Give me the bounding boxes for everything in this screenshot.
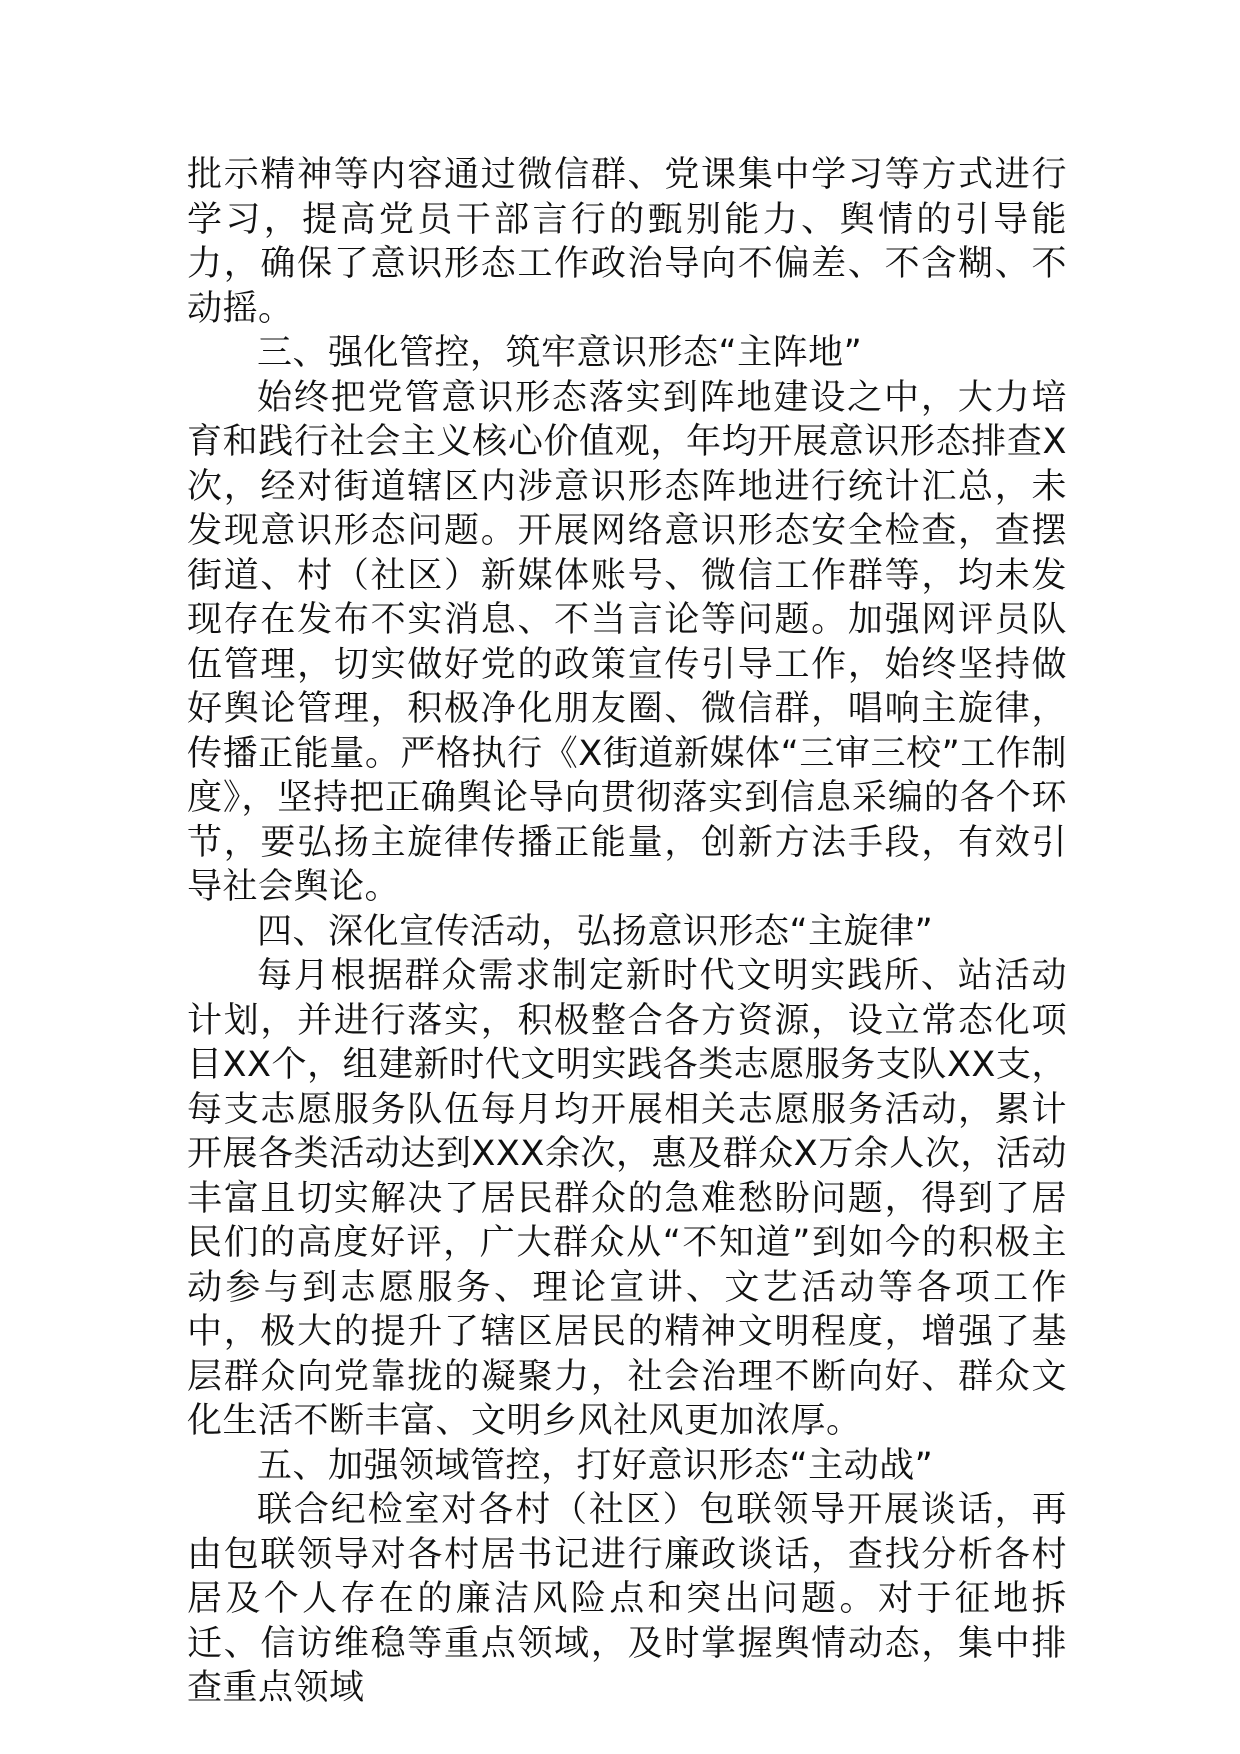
continuation-paragraph: 批示精神等内容通过微信群、党课集中学习等方式进行学习，提高党员干部言行的甄别能力、舆情的引导能力，确保了意识形态工作政治导向不偏差、不含糊、不动摇。 — [187, 155, 1067, 329]
section-heading-3: 三、强化管控，筑牢意识形态“主阵地” — [257, 333, 863, 373]
body-paragraph-3: 始终把党管意识形态落实到阵地建设之中，大力培育和践行社会主义核心价值观，年均开展意识形态排查X次，经对街道辖区内涉意识形态阵地进行统计汇总，未发现意识形态问题。开展网络意识形态安全检查，查摆街道、村（社区）新媒体账号、微信工作群等，均未发现存在发布不实消息、不当言论等问题。加强网评员队伍管理，切实做好党的政策宣传引导工作，始终坚持做好舆论管理，积极净化朋友圈、微信群，唱响主旋律，传播正能量。严格执行《X街道新媒体“三审三校”工作制度》，坚持把正确舆论导向贯彻落实到信息采编的各个环节，要弘扬主旋律传播正能量，创新方法手段，有效引导社会舆论。 — [187, 377, 1067, 907]
body-paragraph-4: 每月根据群众需求制定新时代文明实践所、站活动计划，并进行落实，积极整合各方资源，设立常态化项目XX个，组建新时代文明实践各类志愿服务支队XX支，每支志愿服务队伍每月均开展相关志愿服务活动，累计开展各类活动达到XXX余次，惠及群众X万余人次，活动丰富且切实解决了居民群众的急难愁盼问题，得到了居民们的高度好评，广大群众从“不知道”到如今的积极主动参与到志愿服务、理论宣讲、文艺活动等各项工作中，极大的提升了辖区居民的精神文明程度，增强了基层群众向党靠拢的凝聚力，社会治理不断向好、群众文化生活不断丰富、文明乡风社风更加浓厚。 — [187, 956, 1067, 1441]
body-paragraph-5: 联合纪检室对各村（社区）包联领导开展谈话，再由包联领导对各村居书记进行廉政谈话，查找分析各村居及个人存在的廉洁风险点和突出问题。对于征地拆迁、信访维稳等重点领域，及时掌握舆情动态，集中排查重点领域 — [187, 1490, 1067, 1708]
section-heading-4: 四、深化宣传活动，弘扬意识形态“主旋律” — [257, 911, 934, 952]
document-body — [187, 153, 1067, 1711]
section-heading-5: 五、加强领域管控，打好意识形态“主动战” — [257, 1445, 934, 1486]
